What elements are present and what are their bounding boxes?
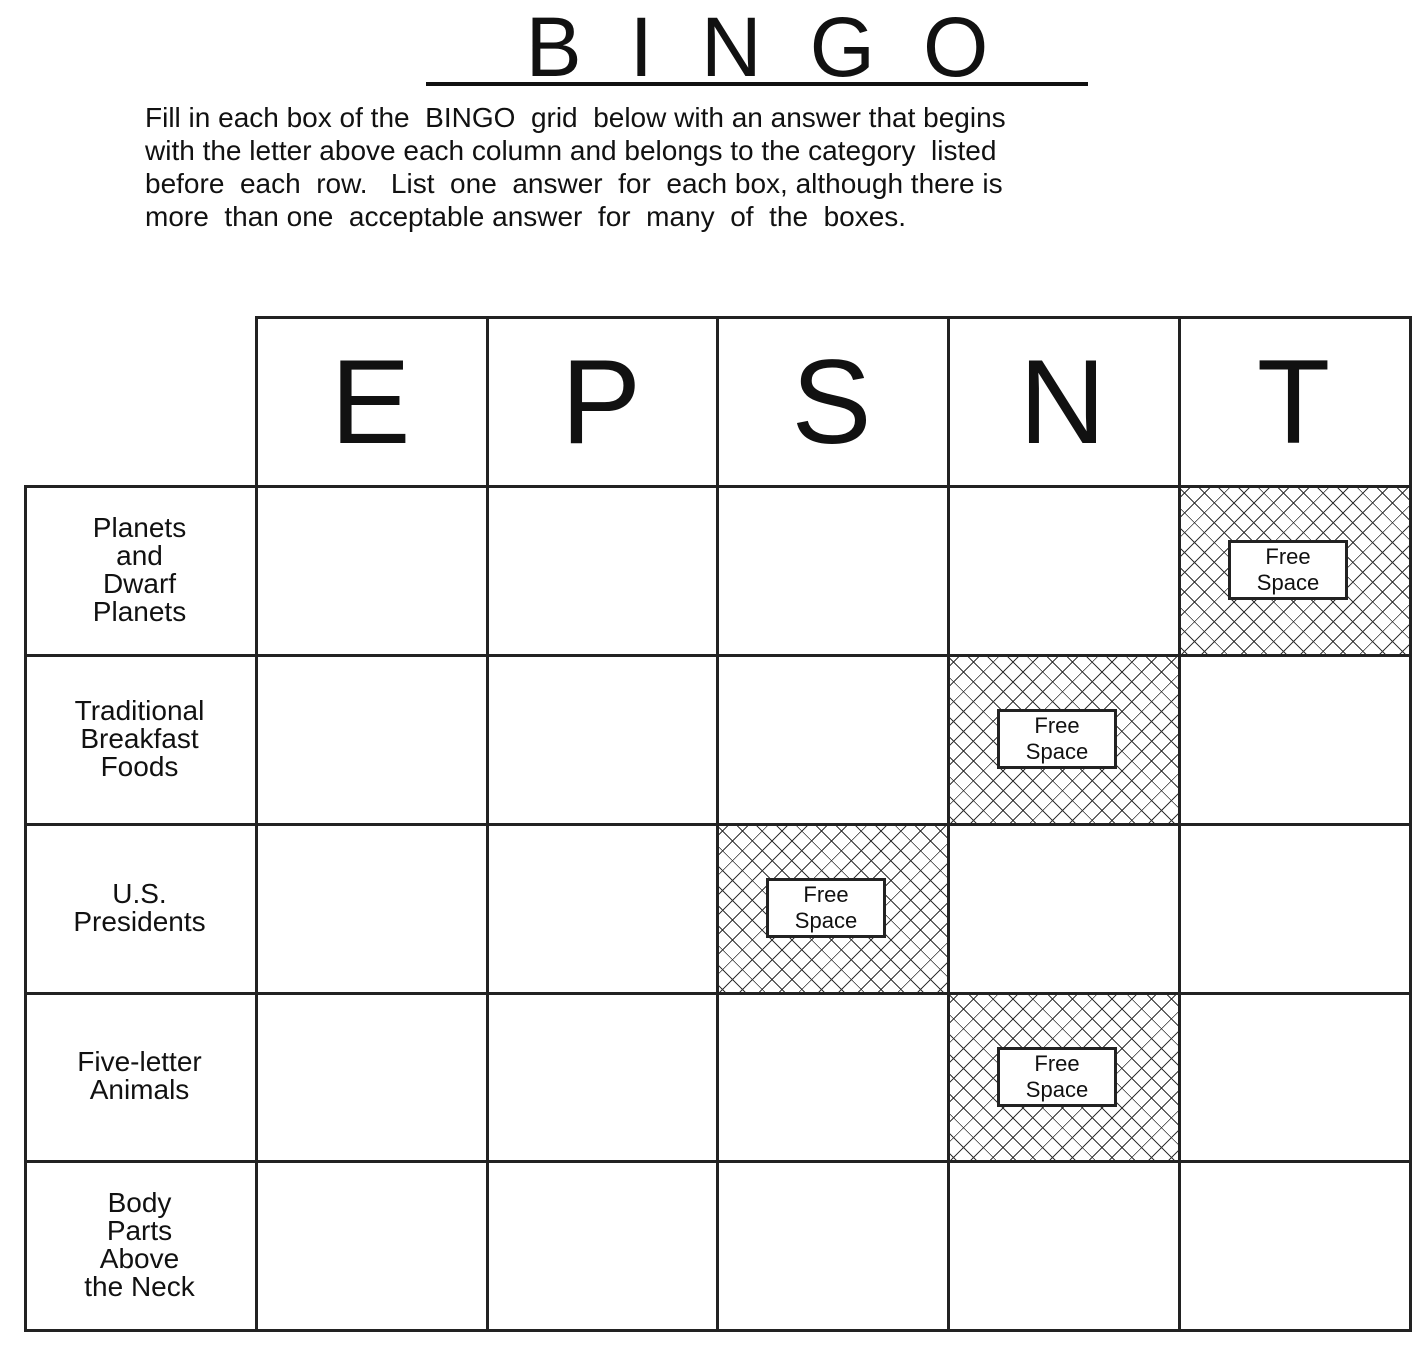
answer-cell[interactable]	[1178, 654, 1409, 823]
column-header-e: E	[330, 335, 411, 469]
answer-cell[interactable]	[486, 823, 716, 992]
grid-line-vertical	[1409, 316, 1412, 1332]
answer-cell[interactable]	[255, 992, 486, 1160]
answer-cell[interactable]	[486, 992, 716, 1160]
free-space-cell	[716, 823, 947, 992]
answer-cell[interactable]	[1178, 1160, 1409, 1329]
free-space-text: Space	[1256, 570, 1320, 595]
answer-cell[interactable]	[1178, 992, 1409, 1160]
answer-cell[interactable]	[255, 485, 486, 654]
answer-cell[interactable]	[486, 1160, 716, 1329]
grid-line-vertical	[486, 316, 489, 1332]
free-space-label	[1228, 540, 1348, 600]
column-header-p: P	[560, 335, 642, 469]
title-letter: G	[809, 0, 876, 94]
bingo-title	[426, 0, 1088, 94]
title-letter: O	[923, 0, 989, 94]
free-space-text: Free	[1265, 544, 1311, 569]
answer-cell[interactable]	[716, 485, 947, 654]
row-category-label: Body Parts Above the Neck	[84, 1186, 195, 1302]
free-space-label	[997, 709, 1117, 769]
answer-cell[interactable]	[486, 654, 716, 823]
grid-line-vertical	[716, 316, 719, 1332]
free-space-label	[766, 878, 886, 938]
instructions-line: before each row. List one answer for each box, although there is	[145, 168, 1003, 199]
free-space-text: Space	[1025, 739, 1089, 764]
answer-cell[interactable]	[255, 823, 486, 992]
row-category-label: Planets and Dwarf Planets	[92, 511, 187, 627]
grid-line-vertical	[255, 316, 258, 1332]
answer-cell[interactable]	[716, 1160, 947, 1329]
free-space-text: Free	[1034, 1051, 1080, 1076]
row-category-label: Five-letter Animals	[77, 1046, 202, 1105]
free-space-text: Free	[1034, 713, 1080, 738]
title-letter: B	[525, 0, 582, 94]
title-letter: N	[701, 0, 762, 94]
free-space-cell	[947, 654, 1178, 823]
free-space-text: Space	[1025, 1077, 1089, 1102]
answer-cell[interactable]	[255, 654, 486, 823]
grid-line-vertical	[24, 485, 27, 1332]
free-space-text: Space	[794, 908, 858, 933]
grid-line-vertical	[1178, 316, 1181, 1332]
answer-cell[interactable]	[947, 485, 1178, 654]
grid-line-vertical	[947, 316, 950, 1332]
column-header-s: S	[791, 335, 872, 469]
answer-cell[interactable]	[486, 485, 716, 654]
column-header-t: T	[1256, 335, 1331, 469]
instructions	[145, 101, 1295, 233]
answer-cell[interactable]	[947, 1160, 1178, 1329]
column-header-n: N	[1019, 335, 1106, 469]
row-category-label: U.S. Presidents	[73, 877, 206, 937]
instructions-line: Fill in each box of the BINGO grid below with an answer that begins	[145, 102, 1006, 133]
free-space-cell	[1178, 485, 1409, 654]
answer-cell[interactable]	[947, 823, 1178, 992]
free-space-text: Free	[803, 882, 849, 907]
answer-cell[interactable]	[716, 992, 947, 1160]
answer-cell[interactable]	[716, 654, 947, 823]
free-space-label	[997, 1047, 1117, 1107]
answer-cell[interactable]	[255, 1160, 486, 1329]
grid-line-horizontal	[255, 316, 1412, 319]
instructions-line: with the letter above each column and belongs to the category listed	[145, 135, 997, 166]
instructions-line: more than one acceptable answer for many of the boxes.	[145, 201, 907, 232]
title-letter: I	[629, 0, 653, 94]
answer-cell[interactable]	[1178, 823, 1409, 992]
free-space-cell	[947, 992, 1178, 1160]
row-category-label: Traditional Breakfast Foods	[74, 694, 205, 782]
